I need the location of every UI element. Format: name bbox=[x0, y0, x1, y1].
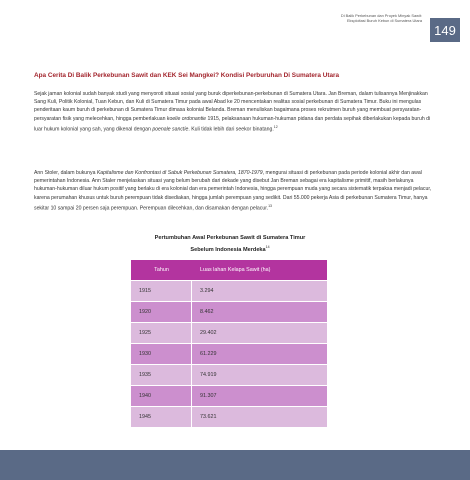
paragraph-stoler bbox=[34, 169, 434, 213]
p2-text-1: Ann Stoler, dalam bukunya bbox=[34, 170, 97, 176]
p1-italic-2: poenale sanctie bbox=[152, 126, 189, 133]
cell-year: 1945 bbox=[131, 407, 192, 427]
p1-text-1: Sejak jaman kolonial sudah banyak studi yang menyoroti situasi sosial yang buruk diperkebunan-perkebunan di Sumatera Utara. Jan Breman, dalam tulisannya Menjinakkan Sang Kuli, Politik Kolonial, Tuan Kebun, dan Kuli di Sumatera Timur pada awal Abad ke 20 mencentakan realitas sosial perkebunan di Sumatera Timur. Buku ini mengulas penderitaan kaum buruh di perkebunan di Sumatera Timur dimasa kolonial Belanda. Breman menuliskan bagaimana proses rekrutmen buruh yang membuat persyaratan-persyaratan fisik yang melecehkan, hingga pemberlakuan bbox=[34, 91, 428, 122]
paragraph-breman bbox=[34, 90, 434, 134]
palm-oil-area-table bbox=[131, 259, 327, 428]
p1-italic-1: koelie ordonantie bbox=[166, 115, 207, 122]
cell-year: 1915 bbox=[131, 281, 192, 301]
footnote-marker[interactable]: 14 bbox=[265, 245, 270, 249]
table-title-line-1: Pertumbuhan Awal Perkebunan Sawit di Sumatera Timur bbox=[154, 235, 306, 241]
table-row bbox=[131, 302, 327, 322]
page-footer-band bbox=[0, 450, 470, 480]
footnote-marker[interactable]: 13 bbox=[268, 203, 272, 208]
running-header-line-2: Eksploitasi Buruh Kebun di Sumatera Utara bbox=[346, 18, 422, 23]
running-header bbox=[272, 13, 422, 23]
table-title-line-2 bbox=[110, 243, 350, 255]
p2-italic-1: Kapitalisme dan Konfrontasi di Sabuk Perkebunan Sumatera, 1870-1979 bbox=[96, 170, 263, 176]
cell-year: 1920 bbox=[131, 302, 192, 322]
page-header bbox=[0, 0, 470, 40]
cell-area: 8.462 bbox=[192, 302, 327, 322]
cell-area: 3.294 bbox=[192, 281, 327, 301]
cell-year: 1940 bbox=[131, 386, 192, 406]
cell-year: 1925 bbox=[131, 323, 192, 343]
column-header-area: Luas lahan Kelapa Sawit (ha) bbox=[192, 260, 327, 280]
page-number: 149 bbox=[430, 18, 460, 42]
table-title-line-2-text: Sebelum Indonesia Merdeka bbox=[190, 246, 266, 253]
section-title: Apa Cerita Di Balik Perkebunan Sawit dan KEK Sei Mangkei? Kondisi Perburuhan Di Sumatera Utara bbox=[34, 72, 340, 79]
table-row bbox=[131, 323, 327, 343]
table-title bbox=[110, 234, 350, 255]
column-header-year: Tahun bbox=[131, 260, 192, 280]
table-row bbox=[131, 407, 327, 427]
cell-area: 91.307 bbox=[192, 386, 327, 406]
cell-year: 1930 bbox=[131, 344, 192, 364]
cell-area: 74.919 bbox=[192, 365, 327, 385]
running-header-line-1: Di Balik Perkebunan dan Proyek Minyak Sawit: bbox=[340, 13, 422, 18]
cell-year: 1935 bbox=[131, 365, 192, 385]
table-row bbox=[131, 386, 327, 406]
table-row bbox=[131, 281, 327, 301]
p2-text-2: , mengurai situasi di perkebunan pada periode kolonial akhir dan awal pemerintahan Indonesia. Ann Staler menjelaskan situasi yang belum berubah dari dekade yang disebut Jan Breman sebagai era kapitalisme primitif, masih berlakunya hukuman-hukuman diluar hukum positif yang berlaku di era kolonial dan era pemerintah Indonesia, hingga perempuan muda yang secara sistematik terpaksa menjadi pelacur, karena perumahan khusus untuk buruh perempuan tidak disediakan, hingga jumlah perempuan yang sedikit. Dari 55.000 pekerja Asia di perkebunan Sumatera Timur, hanya sekitar 10 sampai 20 persen saja perempuan. Perempuan dilecehkan, dan disamakan dengan pelacur. bbox=[34, 170, 432, 212]
table-row bbox=[131, 344, 327, 364]
footnote-marker[interactable]: 12 bbox=[273, 124, 278, 129]
cell-area: 61.229 bbox=[192, 344, 327, 364]
table-row bbox=[131, 365, 327, 385]
cell-area: 29.402 bbox=[192, 323, 327, 343]
table-header-row bbox=[131, 260, 327, 280]
cell-area: 73.621 bbox=[192, 407, 327, 427]
p1-text-2: 1915, pelaksanaan hukuman-hukuman pidana dan perdata sepihak diberlakukan kepada buruh di luar hukum kolonial yang sah, yang dikenal dengan bbox=[34, 115, 431, 133]
p1-text-3: . Kuli tidak lebih dari seekor binatang. bbox=[188, 126, 274, 133]
